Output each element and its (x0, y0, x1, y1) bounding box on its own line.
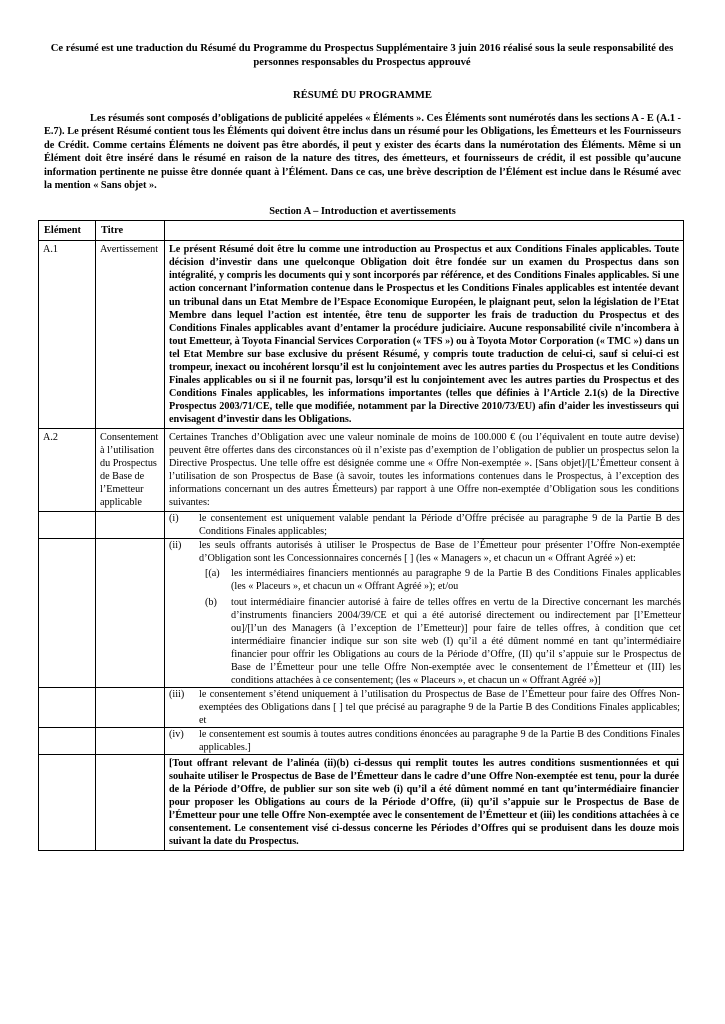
element-text: Certaines Tranches d’Obligation avec une valeur nominale de moins de 100.000 € (ou l’équivalent en toute autre devise) peuvent être offertes dans des circonstances où il n’existe pas d’exemption de l’obligation de publier un prospectus selon la Directive Prospectus. Une telle offre est désignée comme une « Offre Non-exemptée ». [Sans objet]/[L’Émetteur consent à l’utilisation de son Prospectus de Base (à savoir, toutes les informations contenues dans le Prospectus, à l’exception des informations concernant un des autres Émetteurs) par rapport à une Offre non-exemptée d’Obligation sous les conditions suivantes: (165, 428, 684, 511)
sub-list-item (205, 567, 683, 593)
table-row-item-i (39, 512, 684, 539)
table-row-item-iv (39, 728, 684, 755)
element-code: A.1 (39, 241, 96, 429)
element-title: Consentement à l’utilisation du Prospectus de Base de l’Emetteur applicable (96, 428, 165, 511)
table-row-item-ii (39, 539, 684, 688)
intro-paragraph (44, 112, 681, 192)
list-item (165, 539, 683, 565)
element-title: Avertissement (96, 241, 165, 429)
translation-disclaimer: Ce résumé est une traduction du Résumé du Programme du Prospectus Supplémentaire 3 juin 2016 réalisé sous la seule responsabilité des personnes responsables du Prospectus approuvé (50, 43, 674, 68)
sub-item-text: les intermédiaires financiers mentionnés au paragraphe 9 de la Partie B des Conditions Finales applicables (les « Placeurs », et chacun un « Offrant Agréé »); et/ou (231, 568, 681, 593)
element-text: Le présent Résumé doit être lu comme une introduction au Prospectus et aux Conditions Finales applicables. Toute décision d’investir dans une quelconque Obligation doit être fondée sur un examen du Prospectus dans son intégralité, y compris les documents qui y sont incorporés par référence, et des Conditions Finales applicables. Si une action concernant l’information contenue dans le Prospectus et les Conditions Finales applicables est intentée devant un tribunal dans un Etat Membre de l’Espace Economique Européen, le plaignant peut, selon la législation de l’Etat Membre dans lequel l’action est intentée, être tenu de supporter les frais de traduction du Prospectus et des Conditions Finales applicables avant d’entamer la procédure judiciaire. Aucune responsabilité civile n’incombera à tout Emetteur, à Toyota Financial Services Corporation (« TFS ») ou à Toyota Motor Corporation (« TMC ») dans un tel Etat Membre sur base exclusive du présent Résumé, y compris toute traduction de celui-ci, sauf si celui-ci est trompeur, inexact ou incohérent lorsqu’il est lu conjointement avec les autres parties du Prospectus et les Conditions Finales applicables ou si il ne fournit pas, lorsqu’il est lu conjointement avec les autres parties du Prospectus et des Conditions Finales applicables, les informations importantes (telles que définies à l’Article 2.1(s) de la Directive Prospectus 2003/71/CE, telle que modifiée, notamment par la Directive 2010/73/EU) afin d’aider les investisseurs qui envisagent d’investir dans les Obligations. (165, 241, 684, 429)
table-row-a2 (39, 428, 684, 511)
table-header-row (39, 221, 684, 241)
item-number: (iv) (169, 729, 184, 740)
column-header-element: Elément (39, 221, 96, 241)
intro-text: Les résumés sont composés d’obligations de publicité appelées « Éléments ». Ces Éléments sont numérotés dans les sections A - E (A.1 - E.7). Le présent Résumé contient tous les Éléments qui doivent être inclus dans un résumé pour les Obligations, les Émetteurs et les Fournisseurs de Crédit. Comme certains Éléments ne doivent pas être abordés, il peut y exister des écarts dans la numérotation des Éléments. Même si un Élément doit être inséré dans le résumé en raison de la nature des titres, des émetteurs, et fournisseurs de crédit, il est possible qu’aucune information pertinente ne puisse être donnée quant à l’Élément. Dans ce cas, une brève description de l’Élément est inclue dans le Résumé avec la mention « Sans objet ». (44, 113, 681, 191)
item-text: le consentement est uniquement valable pendant la Période d’Offre précisée au paragraphe 9 de la Partie B des Conditions Finales applicables; (199, 513, 680, 538)
page-title: RÉSUMÉ DU PROGRAMME (293, 90, 432, 101)
item-number: (iii) (169, 688, 185, 700)
closing-text: [Tout offrant relevant de l’alinéa (ii)(b) ci-dessus qui remplit toutes les autres conditions susmentionnées et qui souhaite utiliser le Prospectus de Base de l’Émetteur dans le cadre d’une Offre Non-exemptée est tenu, pour la durée de la Période d’Offre, de publier sur son site web (i) qu’il a été dûment nommé en tant qu’intermédiaire financier pour proposer les Obligations au cours de la Période d’Offre, (ii) qu’il s’appuie sur le Prospectus de Base de l’Émetteur pour une telle Offre Non-exemptée avec le consentement de l’Émetteur et (iii) les conditions attachées à ce consentement. Le consentement visé ci-dessus concerne les Périodes d’Offres qui se produisent dans les douze mois suivant la date du Prospectus. (165, 755, 684, 851)
sub-item-text: tout intermédiaire financier autorisé à faire de telles offres en vertu de la Directive concernant les marchés d’instruments financiers 2004/39/CE et qui a été autorisé directement ou indirectement par [l’Emetteur ou]/[l’un des Managers (à l’exception de l’Emetteur)] pour faire de telles offres, à condition que cet intermédiaire financier indique sur son site web (I) qu’il a été dûment nommé en tant qu’intermédiaire financier pour offrir les Obligations au cours de la Période d’Offre, (II) qu’il s’appuie sur le Prospectus de Base de l’Émetteur pour une telle Offre Non-exemptée avec le consentement de l’Émetteur et (III) les conditions attachées à ce consentement; (les « Placeurs », et chacun un « Offrant Agréé »)] (231, 596, 681, 686)
summary-table (38, 220, 684, 851)
list-item (165, 688, 683, 727)
table-row-closing (39, 755, 684, 851)
table-row-a1 (39, 241, 684, 429)
section-title: Section A – Introduction et avertissements (269, 206, 456, 217)
column-header-content (165, 221, 684, 241)
sub-list-item (205, 596, 683, 687)
list-item (165, 728, 683, 754)
item-text: le consentement est soumis à toutes autres conditions énoncées au paragraphe 9 de la Partie B des Conditions Finales applicables.] (199, 729, 680, 754)
sub-item-number: [(a) (205, 568, 220, 580)
item-number: (ii) (169, 540, 182, 552)
item-number: (i) (169, 513, 179, 525)
sub-item-number: (b) (205, 596, 217, 608)
item-text: les seuls offrants autorisés à utiliser le Prospectus de Base de l’Émetteur pour présenter l’Offre Non-exemptée d’Obligation sont les Concessionnaires concernés [ ] (les « Managers », et chacun un « Offrant Agréé ») et: (199, 540, 680, 565)
table-row-item-iii (39, 687, 684, 727)
list-item (165, 512, 683, 538)
column-header-title: Titre (96, 221, 165, 241)
element-code: A.2 (39, 428, 96, 511)
item-text: le consentement s’étend uniquement à l’utilisation du Prospectus de Base de l’Émetteur pour faire des Offres Non-exemptées des Obligations dans [ ] tel que précisé au paragraphe 9 de la Partie B des Conditions Finales applicables; et (199, 688, 680, 726)
